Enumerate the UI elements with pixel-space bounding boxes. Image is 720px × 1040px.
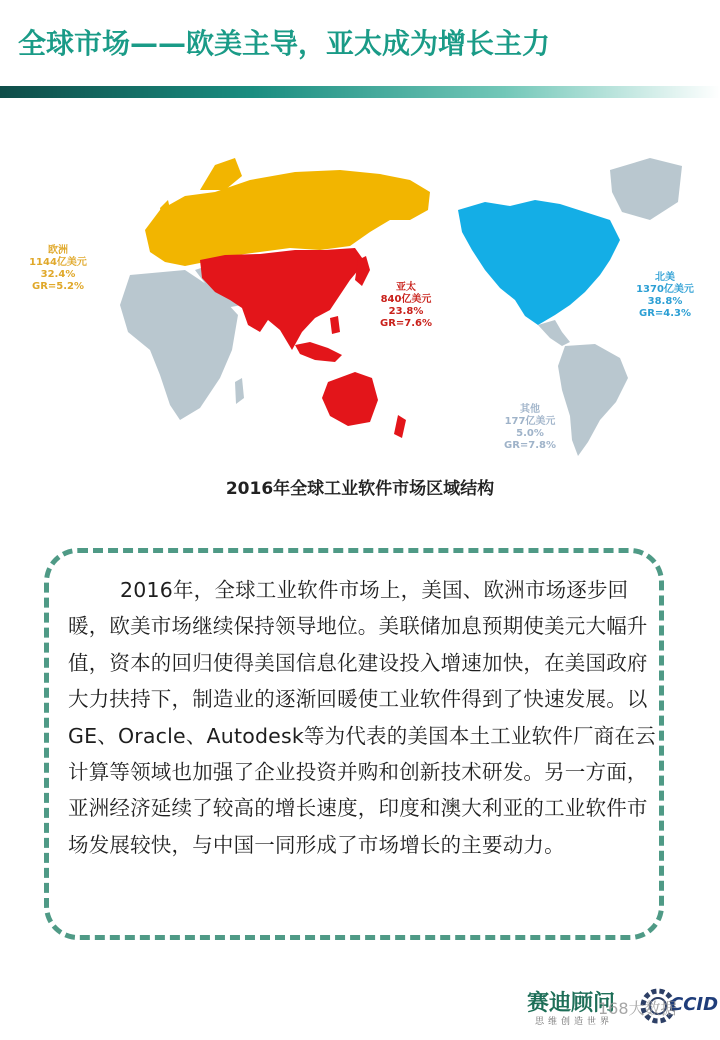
europe-growth: GR=5.2%: [31, 281, 85, 292]
north-america-value: 1370亿美元: [636, 284, 694, 295]
map-caption: 2016年全球工业软件市场区域结构: [225, 479, 495, 499]
other-growth: GR=7.8%: [503, 440, 557, 451]
europe-label: [18, 245, 98, 293]
other-value: 177亿美元: [504, 416, 556, 427]
europe-value: 1144亿美元: [29, 257, 87, 268]
philippines-region: [330, 316, 340, 334]
page-title: 全球市场——欧美主导，亚太成为增长主力: [18, 27, 551, 60]
apac-name: 亚太: [396, 282, 416, 293]
apac-label: [366, 282, 446, 330]
other-share: 5.0%: [516, 428, 544, 439]
new-zealand-region: [394, 415, 406, 438]
north-america-label: [620, 272, 710, 320]
logo-slogan: 思维创造世界: [535, 1017, 614, 1027]
world-map: [10, 120, 710, 470]
greenland-region: [610, 158, 682, 220]
north-america-name: 北美: [655, 272, 675, 283]
indonesia-region: [295, 342, 342, 362]
apac-share: 23.8%: [388, 306, 424, 317]
europe-share: 32.4%: [40, 269, 76, 280]
central-america-region: [538, 320, 570, 346]
body-paragraph: 2016年，全球工业软件市场上，美国、欧洲市场逐步回暖，欧美市场继续保持领导地位。美联储加息预期使美元大幅升值，资本的回归使得美国信息化建设投入增速加快，在美国政府大力扶持下，制造业的逐渐回暖使工业软件得到了快速发展。以GE、Oracle、Autodesk等为代表的美国本土工业软件厂商在云计算等领域也加强了企业投资并购和创新技术研发。另一方面，亚洲经济延续了较高的增长速度，印度和澳大利亚的工业软件市场发展较快，与中国一同形成了市场增长的主要动力。: [68, 578, 656, 857]
north-america-region: [458, 200, 620, 325]
apac-growth: GR=7.6%: [379, 318, 433, 329]
australia-region: [322, 372, 378, 426]
madagascar-region: [235, 378, 244, 404]
apac-value: 840亿美元: [380, 294, 432, 305]
title-underline-bar: [0, 86, 720, 98]
north-america-share: 38.8%: [647, 296, 683, 307]
watermark: 168大数据: [598, 999, 677, 1018]
other-label: [490, 404, 570, 452]
europe-name: 欧洲: [48, 245, 68, 256]
other-name: 其他: [520, 404, 540, 415]
ccid-mark: CCID: [670, 994, 719, 1015]
uk-region: [160, 200, 172, 222]
north-america-growth: GR=4.3%: [638, 308, 692, 319]
ccid-logo-text: 赛迪顾问: [527, 991, 616, 1016]
